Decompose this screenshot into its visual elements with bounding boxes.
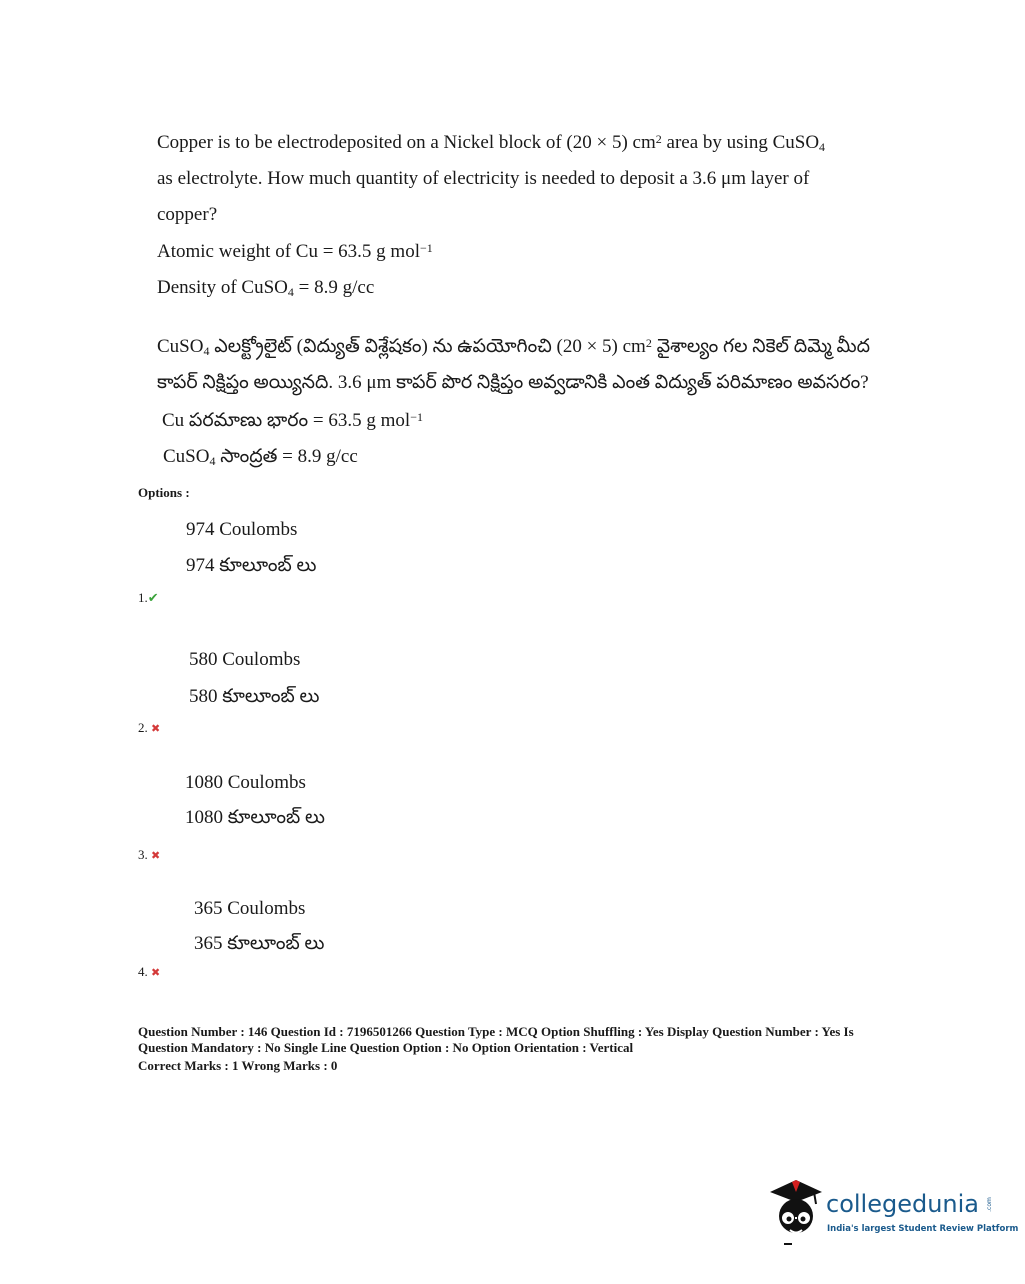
question-en-line-3: copper? [157, 204, 218, 225]
question-text: Copper is to be electrodeposited on a Nickel block of (20 × 5) cm [157, 132, 656, 153]
option-1-number [138, 590, 159, 606]
question-te-line-1 [157, 335, 870, 360]
question-en-line-4 [157, 240, 433, 264]
question-meta-line-2: Question Mandatory : No Single Line Question Option : No Option Orientation : Vertical [138, 1040, 634, 1055]
cross-icon: ✖ [151, 849, 161, 862]
question-text: సాంద్రత = 8.9 g/cc [215, 446, 358, 467]
superscript: −1 [410, 410, 423, 424]
question-text: ఎలక్ట్రోలైట్ (విద్యుత్ విశ్లేషకం) ను ఉపయోగించి (20 × 5) cm [209, 336, 646, 357]
question-meta-line-3: Correct Marks : 1 Wrong Marks : 0 [138, 1058, 338, 1073]
option-3-en[interactable]: 1080 Coulombs [185, 772, 306, 793]
question-text: CuSO [157, 336, 204, 357]
question-text: = 8.9 g/cc [293, 277, 375, 298]
question-meta-line-1: Question Number : 146 Question Id : 7196501266 Question Type : MCQ Option Shuffling : Yes Display Question Number : Yes Is [138, 1024, 854, 1039]
student-mascot-icon [766, 1178, 826, 1248]
option-2-en[interactable]: 580 Coulombs [189, 649, 301, 670]
question-text: Atomic weight of Cu = 63.5 g mol [157, 241, 420, 262]
option-4-en[interactable]: 365 Coulombs [194, 898, 306, 919]
option-number: 1. [138, 590, 148, 605]
logo-tagline: India's largest Student Review Platform [827, 1224, 1019, 1234]
question-te-line-2: కాపర్ నిక్షిప్తం అయ్యినది. 3.6 μm కాపర్ పొర నిక్షిప్తం అవ్వడానికి ఎంత విద్యుత్ పరిమాణం అవసరం? [157, 372, 869, 393]
question-text: CuSO [163, 446, 210, 467]
question-text: Cu పరమాణు భారం = 63.5 g mol [162, 410, 411, 431]
question-text: area by using CuSO [661, 132, 820, 153]
question-te-line-4 [163, 445, 358, 470]
logo-wordmark: collegedunia [826, 1190, 980, 1218]
option-number: 3. [138, 847, 148, 862]
option-1-te[interactable]: 974 కూలూంబ్ లు [186, 555, 317, 576]
cross-icon: ✖ [151, 722, 161, 735]
options-label: Options : [138, 485, 190, 500]
question-te-line-3 [162, 409, 423, 433]
option-number: 2. [138, 720, 148, 735]
question-en-line-1 [157, 131, 825, 156]
collegedunia-logo [766, 1178, 1019, 1248]
checkmark-icon: ✔ [147, 591, 159, 606]
option-number: 4. [138, 964, 148, 979]
option-3-te[interactable]: 1080 కూలూంబ్ లు [185, 807, 325, 828]
superscript: 2 [645, 336, 652, 350]
question-en-line-5 [157, 276, 374, 301]
superscript: −1 [419, 241, 433, 255]
question-text: Density of CuSO [157, 277, 288, 298]
subscript: 4 [819, 140, 826, 154]
option-3-number [138, 847, 160, 863]
subscript: 4 [287, 285, 294, 299]
option-4-number [138, 964, 160, 980]
option-2-te[interactable]: 580 కూలూంబ్ లు [189, 686, 320, 707]
superscript: 2 [655, 132, 662, 146]
question-en-line-2: as electrolyte. How much quantity of electricity is needed to deposit a 3.6 μm layer of [157, 168, 810, 189]
subscript: 4 [203, 344, 210, 358]
option-1-en[interactable]: 974 Coulombs [186, 519, 298, 540]
option-2-number [138, 720, 160, 736]
option-4-te[interactable]: 365 కూలూంబ్ లు [194, 933, 325, 954]
subscript: 4 [209, 454, 216, 468]
question-text: వైశాల్యం గల నికెల్ దిమ్మె మీద [651, 336, 871, 357]
cross-icon: ✖ [151, 966, 161, 979]
logo-dotcom: .com [985, 1197, 993, 1212]
